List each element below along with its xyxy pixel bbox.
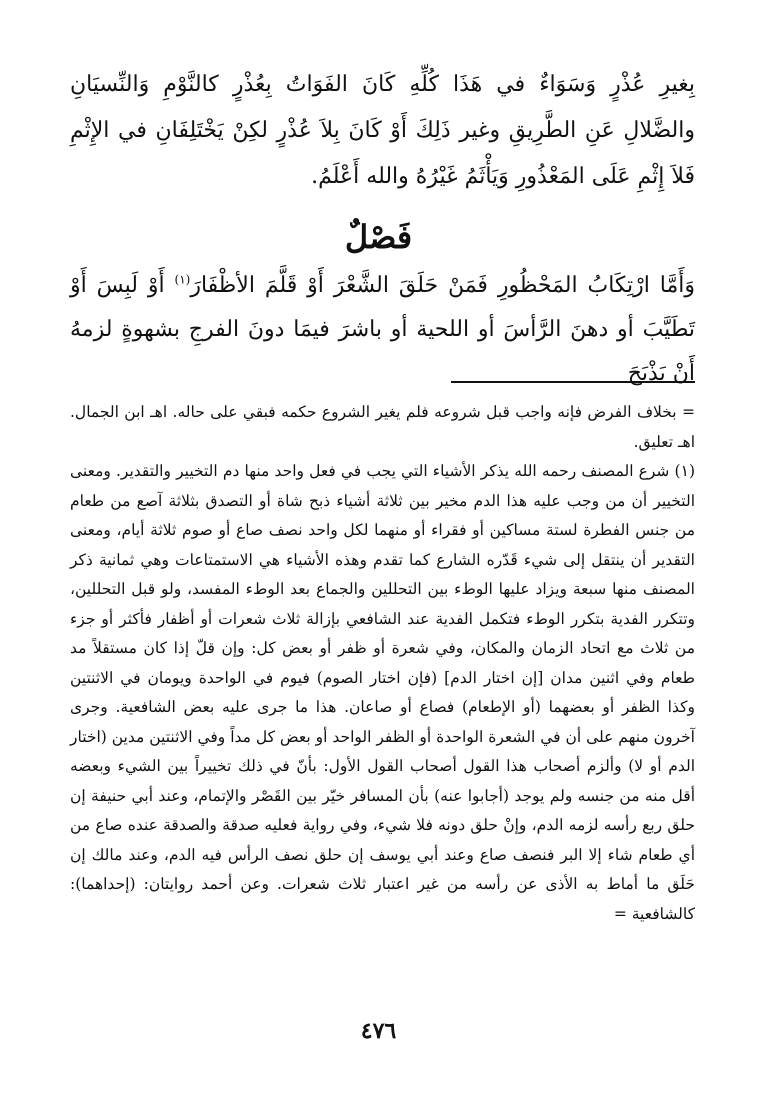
main-paragraph-2-text-a: وَأَمَّا ارْتِكَابُ المَحْظُورِ فَمَنْ حَلَقَ الشَّعْرَ أَوْ قَلَّمَ الأظْفَارَ: [190, 273, 696, 298]
page-number: ٤٧٦: [360, 1018, 397, 1044]
footnote-continuation: = بخلاف الفرض فإنه واجب قبل شروعه فلم يغير الشروع حكمه فبقي على حاله. اهـ ابن الجمال. اهـ تعليق.: [70, 403, 695, 451]
footnotes-block: [70, 398, 695, 929]
main-paragraph-2-text-b: أَوْ لَبِسَ أَوْ تَطَيَّبَ أو دهنَ الرَّأسَ أو اللحية أو باشرَ فيمَا دونَ الفرجِ بشهوةٍ لزمهُ أَنْ يَذْبَحَ: [70, 273, 695, 386]
main-text-block: [70, 62, 695, 200]
main-text-block-2: [70, 264, 695, 396]
footnote-separator: [451, 381, 695, 383]
section-heading: فَصْلٌ: [344, 218, 413, 256]
footnote-1: (١) شرع المصنف رحمه الله يذكر الأشياء التي يجب في فعل واحد منها دم التخيير والتقدير. ومعنى التخيير أن من وجب عليه هذا الدم مخير بين ثلاثة أشياء ذبح شاة أو التصدق بثلاثة آصع من طعام من جنس الفطرة لستة مساكين أو فقراء أو منهما لكل واحد نصف صاع أو صوم ثلاثة أيام، ومعنى التقدير أن ينتقل إلى شيء قَدّره الشارع كما تقدم وهذه الأشياء هي الاستمتاعات وهي ثمانية ذكر المصنف منها سبعة ويزاد عليها الوطء بين التحللين والجماع بعد الوطء المفسد، ولو قبل التحللين، وتتكرر الفدية بتكرر الوطء فتكمل الفدية عند الشافعي بإزالة ثلاث شعرات أو أظفار فأكثر أو جزء من ثلاث مع اتحاد الزمان والمكان، وفي شعرة أو ظفر أو بعض كل: وإن قلّ إذا كان مستقلاً مد طعام وفي اثنين مدان [إن اختار الدم] (فإن اختار الصوم) فيوم في الواحدة ويومان في الاثنتين وكذا الظفر أو بعضهما (أو الإطعام) فصاع أو صاعان. هذا ما جرى عليه بعض الشافعية. وجرى آخرون منهم على أن في الشعرة الواحدة أو الظفر الواحد أو بعض كل مداً وفي الاثنتين مدين (اختار الدم أو لا) وألزم أصحاب هذا القول أصحاب القول الأول: بأنّ في ذلك تخييراً بين الشيء وبعضه أقل منه من جنسه ولم يوجد (أجابوا عنه) بأن المسافر خيّر بين القَصْر والإتمام، وعند أبي حنيفة إن حلق ربع رأسه لزمه الدم، وإنْ حلق دونه فلا شيء، وفي رواية فعليه صدقة والصدقة عنده صاع من أي طعام شاء إلا البر فنصف صاع وعند أبي يوسف إن حلق نصف الرأس فيه الدم، وعند مالك إن حَلَق ما أماط به الأذى عن رأسه من غير اعتبار ثلاث شعرات. وعن أحمد روايتان: (إحداهما): كالشافعية =: [70, 462, 695, 923]
footnote-reference[interactable]: (١): [174, 272, 191, 287]
main-paragraph-1: بِغيرِ عُذْرٍ وَسَوَاءٌ في هَذَا كُلِّهِ كَانَ الفَوَاتُ بِعُذْرٍ كالنَّوْمِ وَالنِّسيَانِ والضَّلالِ عَنِ الطَّرِيقِ وغير ذَلِكَ أَوْ كَانَ بِلاَ عُذْرٍ لكِنْ يَخْتَلِفَانِ في الإِثْمِ فَلاَ إِثْمِ عَلَى المَعْذُورِ وَيَأْثَمُ غَيْرُهُ والله أَعْلَمُ.: [70, 72, 695, 189]
main-paragraph-2: [70, 264, 695, 396]
